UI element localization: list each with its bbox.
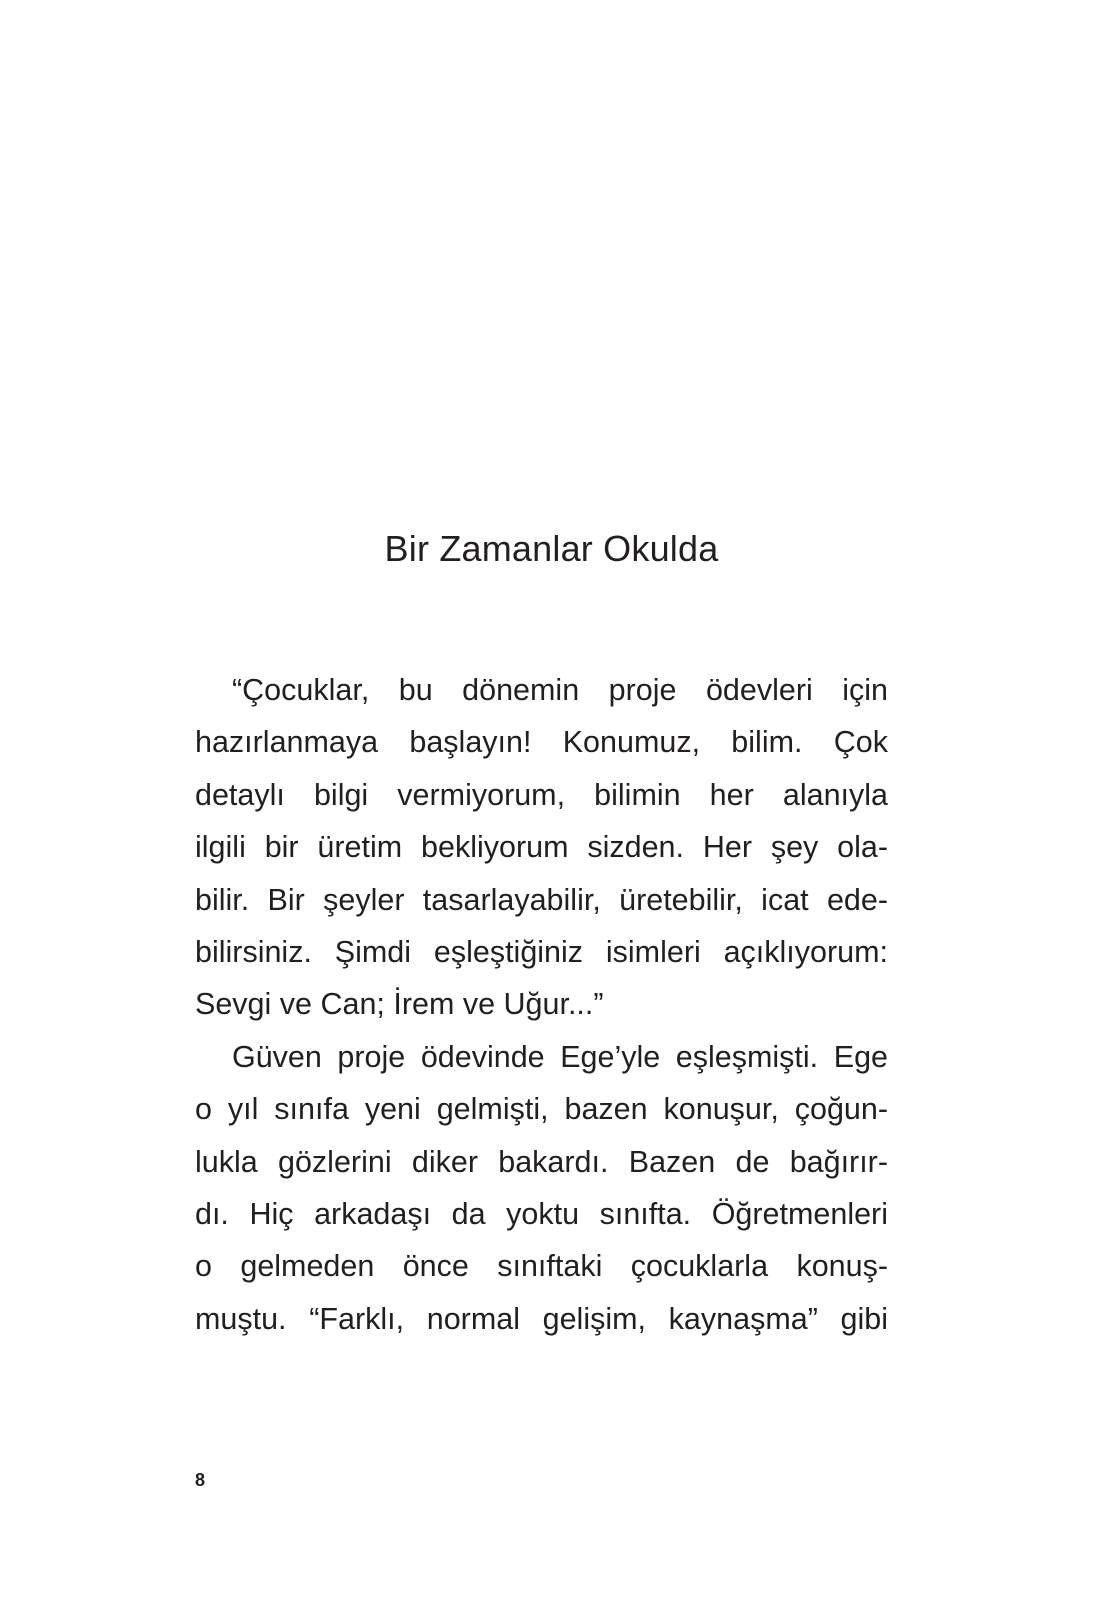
text-line: lukla gözlerini diker bakardı. Bazen de bağırır- <box>195 1144 888 1179</box>
text-line: bilirsiniz. Şimdi eşleştiğiniz isimleri açıklıyorum: <box>195 934 888 969</box>
chapter-title: Bir Zamanlar Okulda <box>384 528 719 569</box>
text-line: hazırlanmaya başlayın! Konumuz, bilim. Çok <box>195 725 888 760</box>
text-line: o gelmeden önce sınıftaki çocuklarla konuş- <box>195 1249 888 1284</box>
text-line: Güven proje ödevinde Ege’yle eşleşmişti. Ege <box>232 1039 888 1074</box>
text-line: “Çocuklar, bu dönemin proje ödevleri için <box>232 673 888 707</box>
text-line: o yıl sınıfa yeni gelmişti, bazen konuşur, çoğun- <box>195 1092 888 1127</box>
page-number: 8 <box>195 1470 206 1490</box>
text-line: Sevgi ve Can; İrem ve Uğur...” <box>195 987 604 1022</box>
text-line: ilgili bir üretim bekliyorum sizden. Her şey ola- <box>195 830 888 865</box>
text-line: bilir. Bir şeyler tasarlayabilir, üretebilir, icat ede- <box>195 882 888 917</box>
text-line: muştu. “Farklı, normal gelişim, kaynaşma” gibi <box>195 1301 888 1336</box>
body-text <box>195 664 888 1345</box>
text-line: dı. Hiç arkadaşı da yoktu sınıfta. Öğretmenleri <box>195 1196 888 1231</box>
text-line: detaylı bilgi vermiyorum, bilimin her alanıyla <box>195 777 888 812</box>
